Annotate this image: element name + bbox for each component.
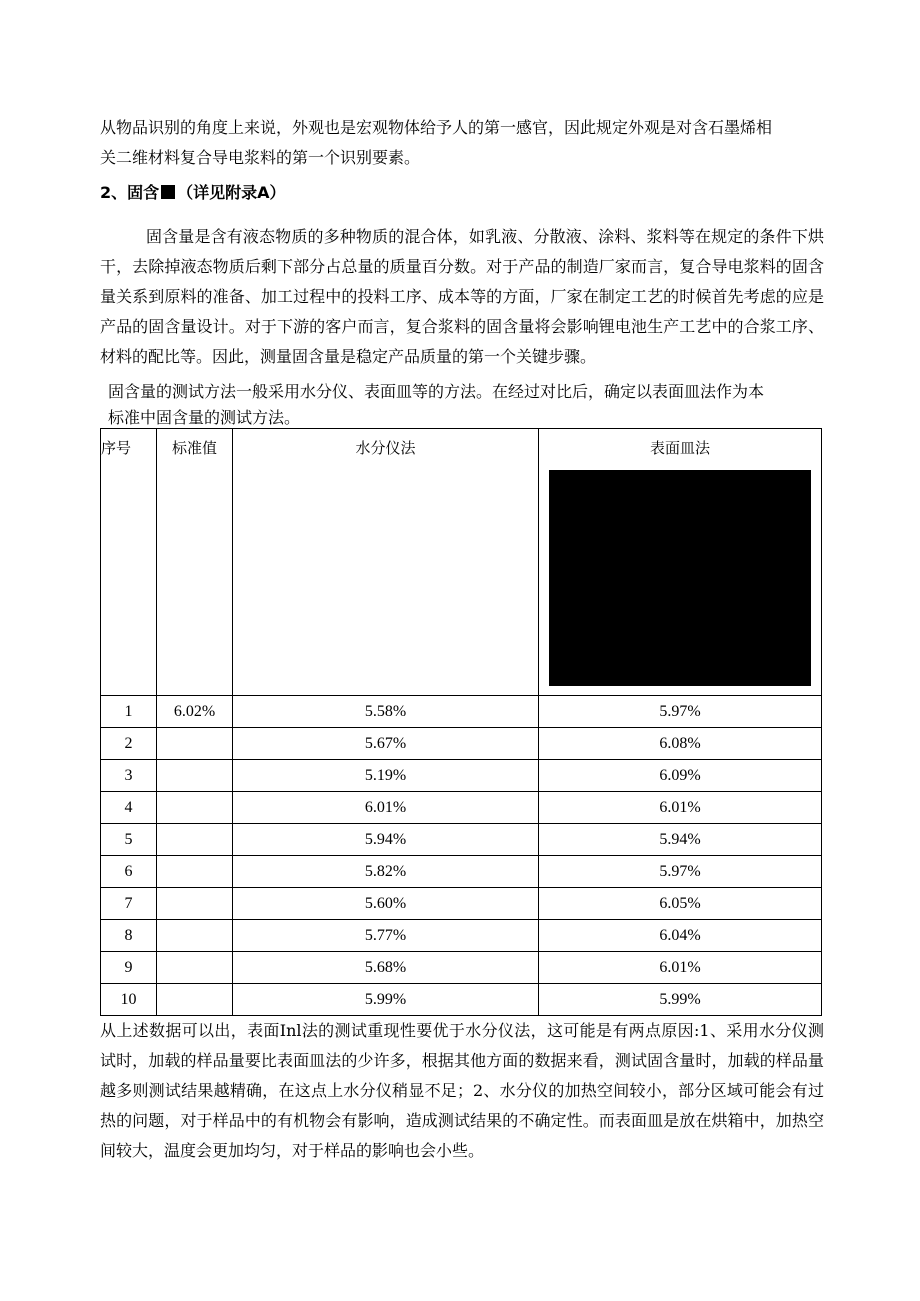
dish-value: 5.97%: [539, 696, 822, 728]
moisture-value: 5.94%: [233, 824, 539, 856]
section-heading-suffix: （详见附录A）: [177, 183, 286, 202]
table-row: [101, 984, 822, 1016]
table-row: [101, 728, 822, 760]
table-row: [101, 920, 822, 952]
conclusion-paragraph: 从上述数据可以出，表面Inl法的测试重现性要优于水分仪法，这可能是有两点原因:1、采用水分仪测试时，加载的样品量要比表面皿法的少许多，根据其他方面的数据来看，测试固含量时，加载的样品量越多则测试结果越精确，在这点上水分仪稍显不足；2、水分仪的加热空间较小，部分区域可能会有过热的问题，对于样品中的有机物会有影响，造成测试结果的不确定性。而表面皿是放在烘箱中，加热空间较大，温度会更加均匀，对于样品的影响也会小些。: [100, 1021, 824, 1160]
dish-value: 6.01%: [539, 952, 822, 984]
method-line-1: 固含量的测试方法一般采用水分仪、表面皿等的方法。在经过对比后，确定以表面皿法作为本: [108, 382, 765, 401]
row-index: 6: [101, 856, 157, 888]
table-row: [101, 696, 822, 728]
standard-value: 6.02%: [157, 696, 233, 728]
header-moisture-label: 水分仪法: [355, 441, 416, 457]
row-index: 7: [101, 888, 157, 920]
standard-empty: [157, 760, 233, 792]
row-index: 4: [101, 792, 157, 824]
dish-value: 6.08%: [539, 728, 822, 760]
section-heading: [100, 178, 286, 208]
dish-value: 6.09%: [539, 760, 822, 792]
header-standard: [157, 429, 233, 696]
standard-empty: [157, 856, 233, 888]
header-index: [101, 429, 157, 696]
header-dish-label: 表面皿法: [649, 441, 710, 457]
intro-line-2: 关二维材料复合导电浆料的第一个识别要素。: [100, 148, 421, 167]
redacted-block-icon: [161, 185, 175, 199]
moisture-value: 6.01%: [233, 792, 539, 824]
header-moisture-method: [233, 429, 539, 696]
section-heading-prefix: 2、固含: [100, 183, 160, 202]
standard-empty: [157, 728, 233, 760]
intro-line-1: 从物品识别的角度上来说，外观也是宏观物体给予人的第一感官，因此规定外观是对含石墨烯相: [100, 118, 773, 137]
header-standard-label: 标准值: [171, 441, 217, 457]
dish-value: 5.99%: [539, 984, 822, 1016]
solid-content-table: [100, 428, 822, 1016]
table-header-row: [101, 429, 822, 696]
moisture-value: 5.99%: [233, 984, 539, 1016]
table-row: [101, 792, 822, 824]
dish-method-image: [549, 470, 811, 686]
moisture-value: 5.58%: [233, 696, 539, 728]
standard-empty: [157, 952, 233, 984]
standard-empty: [157, 792, 233, 824]
dish-value: 6.05%: [539, 888, 822, 920]
dish-value: 6.04%: [539, 920, 822, 952]
dish-value: 5.94%: [539, 824, 822, 856]
header-dish-method: [539, 429, 822, 696]
moisture-value: 5.19%: [233, 760, 539, 792]
row-index: 9: [101, 952, 157, 984]
row-index: 10: [101, 984, 157, 1016]
standard-empty: [157, 824, 233, 856]
row-index: 2: [101, 728, 157, 760]
table-row: [101, 760, 822, 792]
moisture-value: 5.60%: [233, 888, 539, 920]
standard-empty: [157, 984, 233, 1016]
row-index: 5: [101, 824, 157, 856]
dish-value: 6.01%: [539, 792, 822, 824]
moisture-value: 5.82%: [233, 856, 539, 888]
table-row: [101, 888, 822, 920]
standard-empty: [157, 888, 233, 920]
dish-value: 5.97%: [539, 856, 822, 888]
body-paragraph: 固含量是含有液态物质的多种物质的混合体，如乳液、分散液、涂料、浆料等在规定的条件下烘干，去除掉液态物质后剩下部分占总量的质量百分数。对于产品的制造厂家而言，复合导电浆料的固含量关系到原料的准备、加工过程中的投料工序、成本等的方面，厂家在制定工艺的时候首先考虑的应是产品的固含量设计。对于下游的客户而言，复合浆料的固含量将会影响锂电池生产工艺中的合浆工序、材料的配比等。因此，测量固含量是稳定产品质量的第一个关键步骤。: [100, 227, 824, 366]
row-index: 3: [101, 760, 157, 792]
moisture-value: 5.68%: [233, 952, 539, 984]
table-row: [101, 856, 822, 888]
method-line-2: 标准中固含量的测试方法。: [108, 408, 301, 427]
moisture-value: 5.77%: [233, 920, 539, 952]
moisture-value: 5.67%: [233, 728, 539, 760]
row-index: 8: [101, 920, 157, 952]
row-index: 1: [101, 696, 157, 728]
header-index-label: 序号: [101, 441, 132, 457]
standard-empty: [157, 920, 233, 952]
table-row: [101, 952, 822, 984]
table-row: [101, 824, 822, 856]
